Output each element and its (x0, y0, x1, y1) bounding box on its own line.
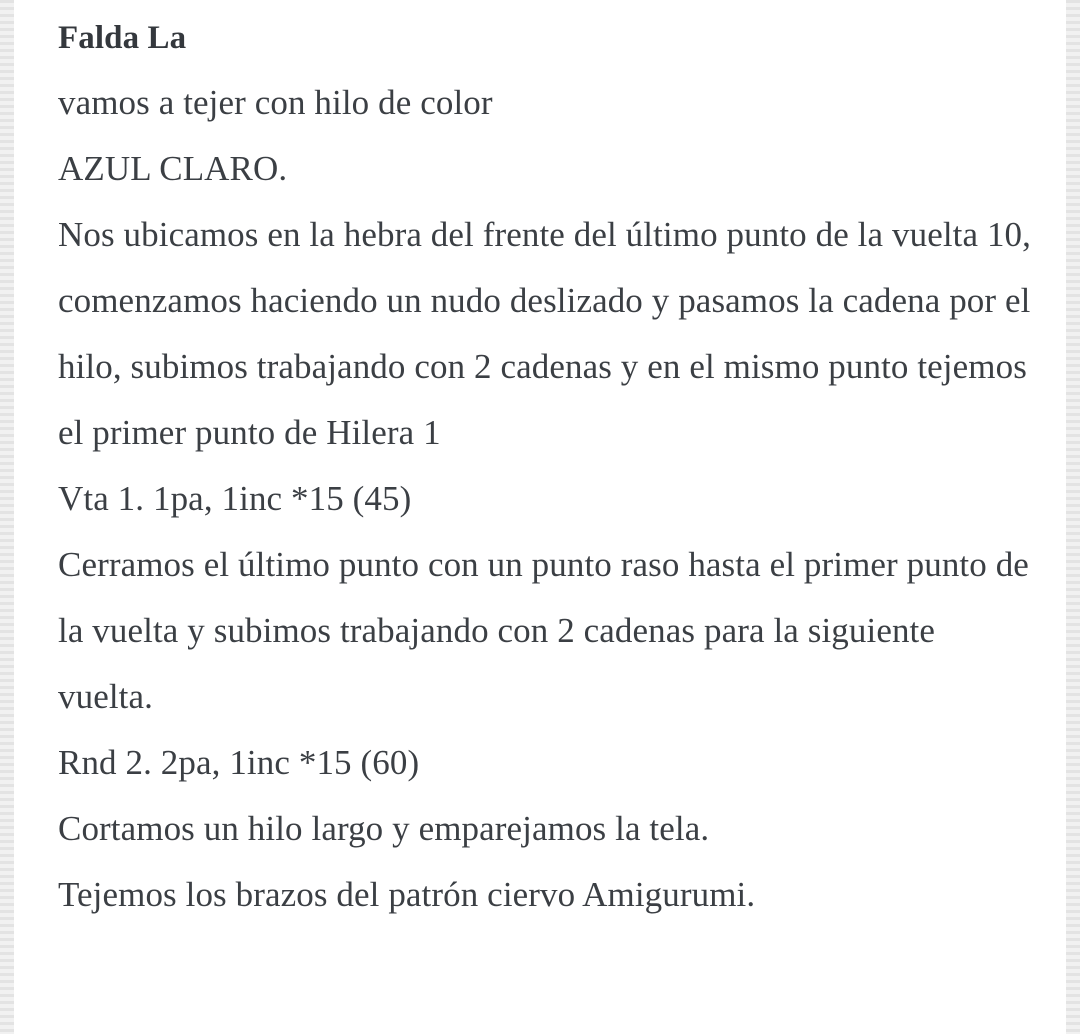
paragraph-finish: Cortamos un hilo largo y emparejamos la tela. (58, 809, 710, 848)
paragraph-row-1: Vta 1. 1pa, 1inc *15 (45) (58, 479, 412, 518)
paragraph-next-step: Tejemos los brazos del patrón ciervo Amigurumi. (58, 875, 756, 914)
page-title: Falda La (58, 20, 187, 56)
paragraph-closing-note: Cerramos el último punto con un punto raso hasta el primer punto de la vuelta y subimos trabajando con 2 cadenas para la siguiente vuelta. (58, 545, 1038, 716)
page-left-edge-texture (0, 0, 14, 1034)
paragraph-row-2: Rnd 2. 2pa, 1inc *15 (60) (58, 743, 420, 782)
document-content (58, 6, 1038, 928)
paragraph-intro: vamos a tejer con hilo de color AZUL CLARO. (58, 83, 493, 188)
paragraph-setup: Nos ubicamos en la hebra del frente del último punto de la vuelta 10, comenzamos haciendo un nudo deslizado y pasamos la cadena por el hilo, subimos trabajando con 2 cadenas y en el mismo punto tejemos el primer punto de Hilera 1 (58, 215, 1040, 452)
page-right-edge-texture (1066, 0, 1080, 1034)
